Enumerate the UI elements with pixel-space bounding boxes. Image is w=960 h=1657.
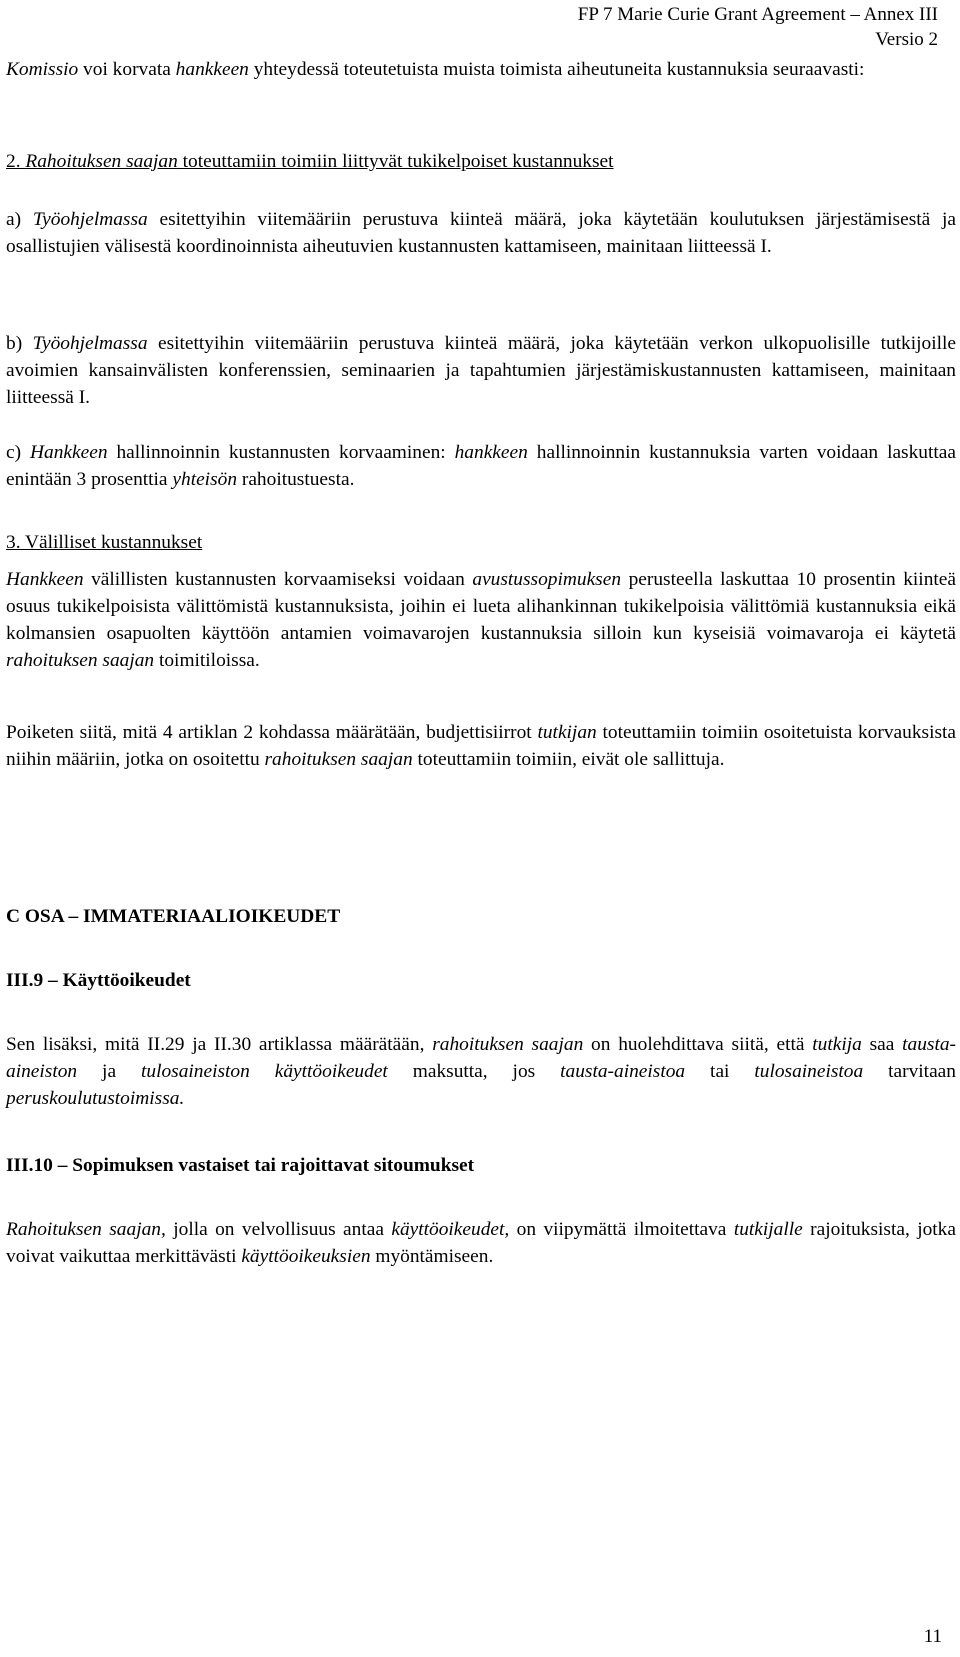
p-iii10-run-7: myöntämiseen. xyxy=(370,1246,494,1267)
p-3b-run-3: rahoituksen saajan xyxy=(264,749,413,770)
p-iii9-run-8: maksutta, jos xyxy=(387,1061,561,1082)
article-iii9-heading: III.9 – Käyttöoikeudet xyxy=(6,970,191,991)
p-c-run-6: rahoitustuesta. xyxy=(237,469,355,490)
p-b-run-1: Työohjelmassa xyxy=(32,333,148,354)
h-2-run-0: 2. xyxy=(6,151,26,172)
paragraph-b xyxy=(6,330,956,411)
p-iii10-run-3: , on viipymättä ilmoitettava xyxy=(504,1219,734,1240)
p-iii10-run-4: tutkijalle xyxy=(733,1219,803,1240)
p-b-run-2: esitettyihin viitemääriin perustuva kiinteä määrä, joka käytetään verkon ulkopuolisille tutkijoille avoimien kansainvälisten konferenssien, seminaarien ja tapahtumien järjestämiskustannusten kattamiseen, mainitaan liitteessä I. xyxy=(6,333,956,408)
p-iii9-run-5: tausta-aineiston xyxy=(6,1034,957,1082)
p-c-run-0: c) xyxy=(6,442,31,463)
p-iii9-run-7: tulosaineiston käyttöoikeudet xyxy=(141,1061,388,1082)
h-2-run-1: Rahoituksen saajan xyxy=(25,151,178,172)
p-iii10-run-5: rajoituksista, jotka voivat vaikuttaa merkittävästi xyxy=(6,1219,956,1267)
p-intro-run-1: voi korvata xyxy=(78,59,176,80)
p-3a-run-3: perusteella laskuttaa 10 prosentin kiinteä osuus tukikelpoisista välittömistä kustannuksista, joihin ei lueta alihankinnan tukikelpoisia välittömiä kustannuksia eikä kolmansien osapuolten käyttöön antamien voimavarojen kustannuksia silloin kun kyseisiä voimavaroja ei käytetä xyxy=(6,569,956,644)
p-iii10-run-2: käyttöoikeudet xyxy=(391,1219,505,1240)
paragraph-c xyxy=(6,439,956,493)
header-title: FP 7 Marie Curie Grant Agreement – Annex III xyxy=(577,4,938,25)
p-3b-run-0: Poiketen siitä, mitä 4 artiklan 2 kohdassa määrätään, budjettisiirrot xyxy=(6,722,538,743)
paragraph-a xyxy=(6,206,956,260)
p-iii9-run-10: tai xyxy=(685,1061,755,1082)
p-iii9-run-12: tarvitaan xyxy=(863,1061,956,1082)
p-c-run-1: Hankkeen xyxy=(30,442,108,463)
page-header xyxy=(578,2,938,52)
article-iii10-heading: III.10 – Sopimuksen vastaiset tai rajoittavat sitoumukset xyxy=(6,1155,475,1176)
p-a-run-2: esitettyihin viitemääriin perustuva kiinteä määrä, joka käytetään koulutuksen järjestämisestä ja osallistujien välisestä koordinoinnista aiheutuvien kustannusten kattamiseen, mainitaan liitteessä I. xyxy=(6,209,956,257)
p-3b-run-4: toteuttamiin toimiin, eivät ole sallittuja. xyxy=(412,749,725,770)
p-iii9-run-11: tulosaineistoa xyxy=(754,1061,864,1082)
p-c-run-4: hallinnoinnin kustannuksia varten voidaan laskuttaa enintään 3 prosenttia xyxy=(6,442,956,490)
part-c-heading: C OSA – IMMATERIAALIOIKEUDET xyxy=(6,906,341,927)
p-3b-run-1: tutkijan xyxy=(537,722,597,743)
intro-paragraph xyxy=(6,56,956,83)
p-iii9-run-6: ja xyxy=(77,1061,141,1082)
p-iii9-run-0: Sen lisäksi, mitä II.29 ja II.30 artiklassa määrätään, xyxy=(6,1034,433,1055)
p-a-run-0: a) xyxy=(6,209,33,230)
p-3b-run-2: toteuttamiin toimiin osoitetuista korvauksista niihin määriin, jotka on osoitettu xyxy=(6,722,956,770)
page-number: 11 xyxy=(923,1626,942,1647)
p-3a-run-0: Hankkeen xyxy=(6,569,84,590)
p-c-run-2: hallinnoinnin kustannusten korvaaminen: xyxy=(107,442,455,463)
p-3a-run-5: toimitiloissa. xyxy=(154,650,260,671)
section-2-heading xyxy=(6,148,956,175)
p-intro-run-2: hankkeen xyxy=(175,59,249,80)
p-3a-run-2: avustussopimuksen xyxy=(472,569,622,590)
p-iii9-run-4: saa xyxy=(861,1034,903,1055)
p-iii9-run-1: rahoituksen saajan xyxy=(432,1034,584,1055)
p-iii9-run-9: tausta-aineistoa xyxy=(560,1061,686,1082)
p-c-run-3: hankkeen xyxy=(454,442,528,463)
h-2-run-2: toteuttamiin toimiin liittyvät tukikelpoiset kustannukset xyxy=(177,151,614,172)
p-b-run-0: b) xyxy=(6,333,33,354)
p-iii10-run-6: käyttöoikeuksien xyxy=(241,1246,371,1267)
p-intro-run-3: yhteydessä toteutetuista muista toimista aiheutuneita kustannuksia seuraavasti: xyxy=(248,59,865,80)
budget-transfer-paragraph xyxy=(6,719,956,773)
header-version: Versio 2 xyxy=(875,29,938,50)
p-3a-run-4: rahoituksen saajan xyxy=(6,650,155,671)
p-iii9-run-13: peruskoulutustoimissa. xyxy=(6,1088,185,1109)
indirect-costs-paragraph xyxy=(6,566,956,674)
p-3a-run-1: välillisten kustannusten korvaamiseksi voidaan xyxy=(83,569,473,590)
article-iii10-paragraph xyxy=(6,1216,956,1270)
section-3-heading: 3. Välilliset kustannukset xyxy=(6,532,203,553)
p-iii10-run-1: jolla on velvollisuus antaa xyxy=(165,1219,392,1240)
p-intro-run-0: Komissio xyxy=(6,59,79,80)
p-iii10-run-0: Rahoituksen saajan, xyxy=(6,1219,166,1240)
p-a-run-1: Työohjelmassa xyxy=(32,209,148,230)
article-iii9-paragraph xyxy=(6,1031,956,1112)
p-iii9-run-2: on huolehdittava siitä, että xyxy=(583,1034,813,1055)
p-iii9-run-3: tutkija xyxy=(812,1034,862,1055)
p-c-run-5: yhteisön xyxy=(172,469,238,490)
